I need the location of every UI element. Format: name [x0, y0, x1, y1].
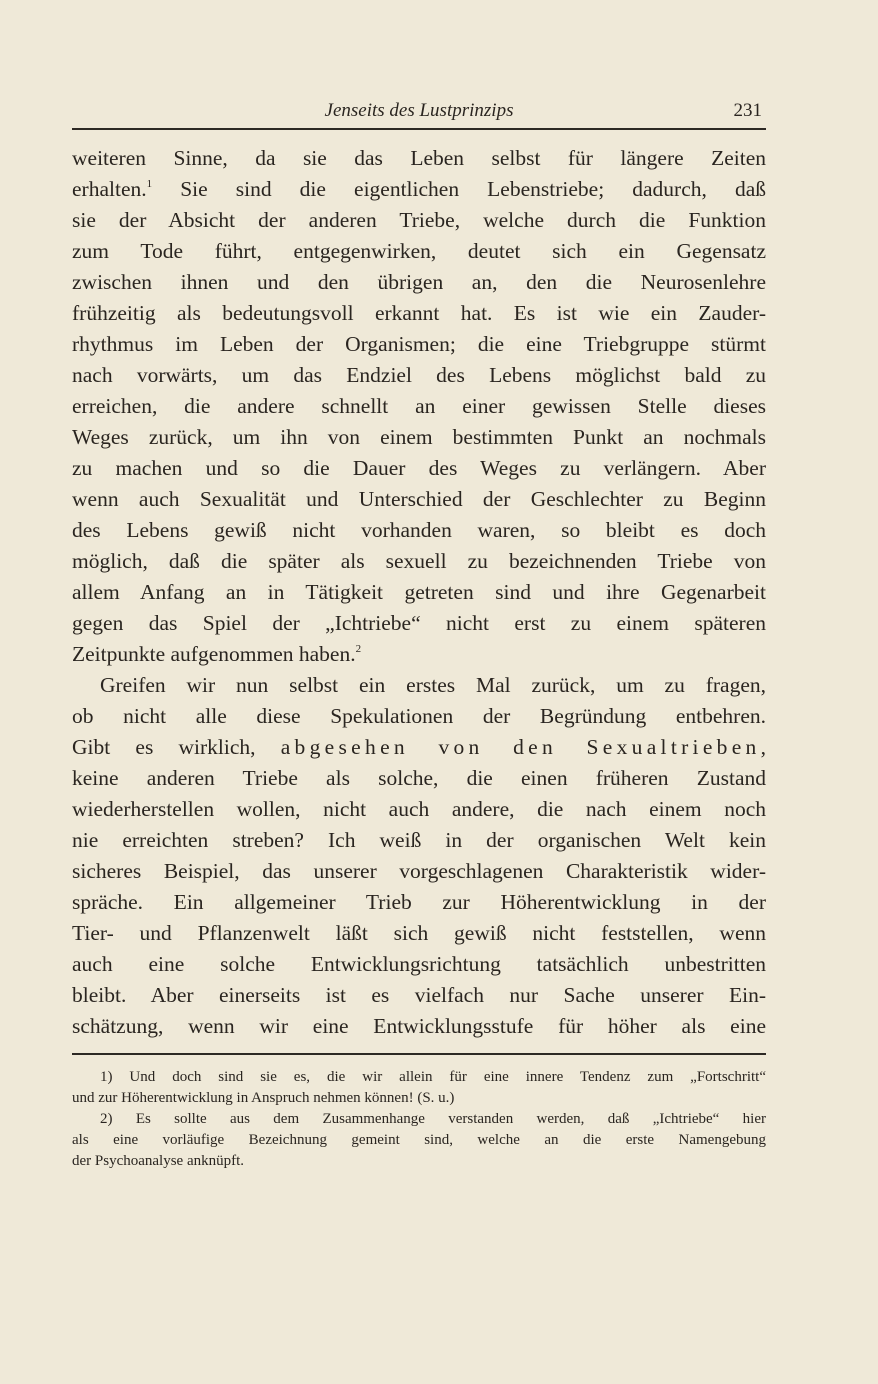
- page-number: 231: [733, 100, 762, 121]
- text-line-text: allem Anfang an in Tätigkeit getreten sind und ihre Gegenarbeit: [72, 580, 766, 604]
- footnote-line: [72, 1067, 766, 1088]
- spaced-text: abgesehen von den Sexualtrieben: [280, 735, 761, 759]
- footnote-line-text: und zur Höherentwicklung in Anspruch nehmen können! (S. u.): [72, 1090, 455, 1106]
- text-line-text: spräche. Ein allgemeiner Trieb zur Höherentwicklung in der: [72, 890, 766, 914]
- footnote-marker: 1: [146, 178, 153, 190]
- text-line: [72, 980, 766, 1011]
- text-line-text: zu machen und so die Dauer des Weges zu verlängern. Aber: [72, 456, 766, 480]
- footnote-line-text: der Psychoanalyse anknüpft.: [72, 1153, 245, 1169]
- text-line-text: Gibt es wirklich,: [72, 735, 281, 759]
- text-line: [72, 639, 766, 670]
- text-line: [72, 174, 766, 205]
- text-line: [72, 949, 766, 980]
- text-line: [72, 329, 766, 360]
- running-title: Jenseits des Lustprinzips: [324, 100, 514, 121]
- text-line: [72, 887, 766, 918]
- text-line-text: bleibt. Aber einerseits ist es vielfach nur Sache unserer Ein-: [72, 983, 766, 1007]
- text-line: [72, 422, 766, 453]
- text-line: [72, 267, 766, 298]
- text-line: [72, 360, 766, 391]
- footnote-rule: [72, 1053, 766, 1055]
- text-line-text: frühzeitig als bedeutungsvoll erkannt hat. Es ist wie ein Zauder-: [72, 301, 766, 325]
- text-line: [72, 577, 766, 608]
- running-header: [72, 98, 766, 124]
- text-line-text: keine anderen Triebe als solche, die einen früheren Zustand: [72, 766, 766, 790]
- text-line: [72, 918, 766, 949]
- text-line-text: des Lebens gewiß nicht vorhanden waren, so bleibt es doch: [72, 518, 766, 542]
- text-line-text-cont: ,: [760, 735, 766, 759]
- footnote-line: [72, 1151, 766, 1172]
- footnote-line-text: 1) Und doch sind sie es, die wir allein für eine innere Tendenz zum „Fortschritt“: [100, 1069, 766, 1085]
- text-line-text: wenn auch Sexualität und Unterschied der Geschlechter zu Beginn: [72, 487, 766, 511]
- text-line-text: Greifen wir nun selbst ein erstes Mal zurück, um zu fragen,: [100, 673, 766, 697]
- text-line: [72, 1011, 766, 1042]
- text-line-text: rhythmus im Leben der Organismen; die eine Triebgruppe stürmt: [72, 332, 766, 356]
- text-line: [72, 608, 766, 639]
- footnote-line: [72, 1109, 766, 1130]
- text-line: [72, 732, 766, 763]
- text-line-text: erhalten.: [72, 177, 147, 201]
- text-line-text: sie der Absicht der anderen Triebe, welche durch die Funktion: [72, 208, 766, 232]
- text-line-text: Zeitpunkte aufgenommen haben.: [72, 642, 356, 666]
- text-line: [72, 856, 766, 887]
- text-line-text: möglich, daß die später als sexuell zu bezeichnenden Triebe von: [72, 549, 766, 573]
- text-line: [72, 670, 766, 701]
- footnote-line: [72, 1088, 766, 1109]
- text-line: [72, 546, 766, 577]
- text-line: [72, 701, 766, 732]
- text-line-text: erreichen, die andere schnellt an einer gewissen Stelle dieses: [72, 394, 766, 418]
- text-line-text: Weges zurück, um ihn von einem bestimmten Punkt an nochmals: [72, 425, 766, 449]
- text-line: [72, 763, 766, 794]
- text-line: [72, 484, 766, 515]
- text-line-text: sicheres Beispiel, das unserer vorgeschlagenen Charakteristik wider-: [72, 859, 766, 883]
- text-line: [72, 453, 766, 484]
- text-line: [72, 794, 766, 825]
- footnotes: [72, 1067, 766, 1172]
- text-line-text: Tier- und Pflanzenwelt läßt sich gewiß nicht feststellen, wenn: [72, 921, 766, 945]
- text-line-text: wiederherstellen wollen, nicht auch andere, die nach einem noch: [72, 797, 766, 821]
- text-line-text: weiteren Sinne, da sie das Leben selbst für längere Zeiten: [72, 146, 766, 170]
- text-line: [72, 143, 766, 174]
- text-line: [72, 391, 766, 422]
- text-line-text: gegen das Spiel der „Ichtriebe“ nicht erst zu einem späteren: [72, 611, 766, 635]
- text-line-text: schätzung, wenn wir eine Entwicklungsstufe für höher als eine: [72, 1014, 766, 1038]
- text-line: [72, 298, 766, 329]
- body-text: [72, 143, 766, 1042]
- footnote-line-text: als eine vorläufige Bezeichnung gemeint sind, welche an die erste Namengebung: [72, 1132, 766, 1148]
- text-line-text: nie erreichten streben? Ich weiß in der organischen Welt kein: [72, 828, 766, 852]
- text-line-text-cont: Sie sind die eigentlichen Lebenstriebe; dadurch, daß: [152, 177, 766, 201]
- text-line-text: auch eine solche Entwicklungsrichtung tatsächlich unbestritten: [72, 952, 766, 976]
- text-line-text: nach vorwärts, um das Endziel des Lebens möglichst bald zu: [72, 363, 766, 387]
- footnote-line: [72, 1130, 766, 1151]
- text-line-text: zwischen ihnen und den übrigen an, den die Neurosenlehre: [72, 270, 766, 294]
- text-line: [72, 825, 766, 856]
- text-line: [72, 205, 766, 236]
- text-line-text: ob nicht alle diese Spekulationen der Begründung entbehren.: [72, 704, 766, 728]
- text-line-text: zum Tode führt, entgegenwirken, deutet sich ein Gegensatz: [72, 239, 766, 263]
- text-line: [72, 236, 766, 267]
- footnote-line-text: 2) Es sollte aus dem Zusammenhange verstanden werden, daß „Ichtriebe“ hier: [100, 1111, 766, 1127]
- header-rule: [72, 128, 766, 130]
- text-line: [72, 515, 766, 546]
- footnote-marker: 2: [355, 643, 362, 655]
